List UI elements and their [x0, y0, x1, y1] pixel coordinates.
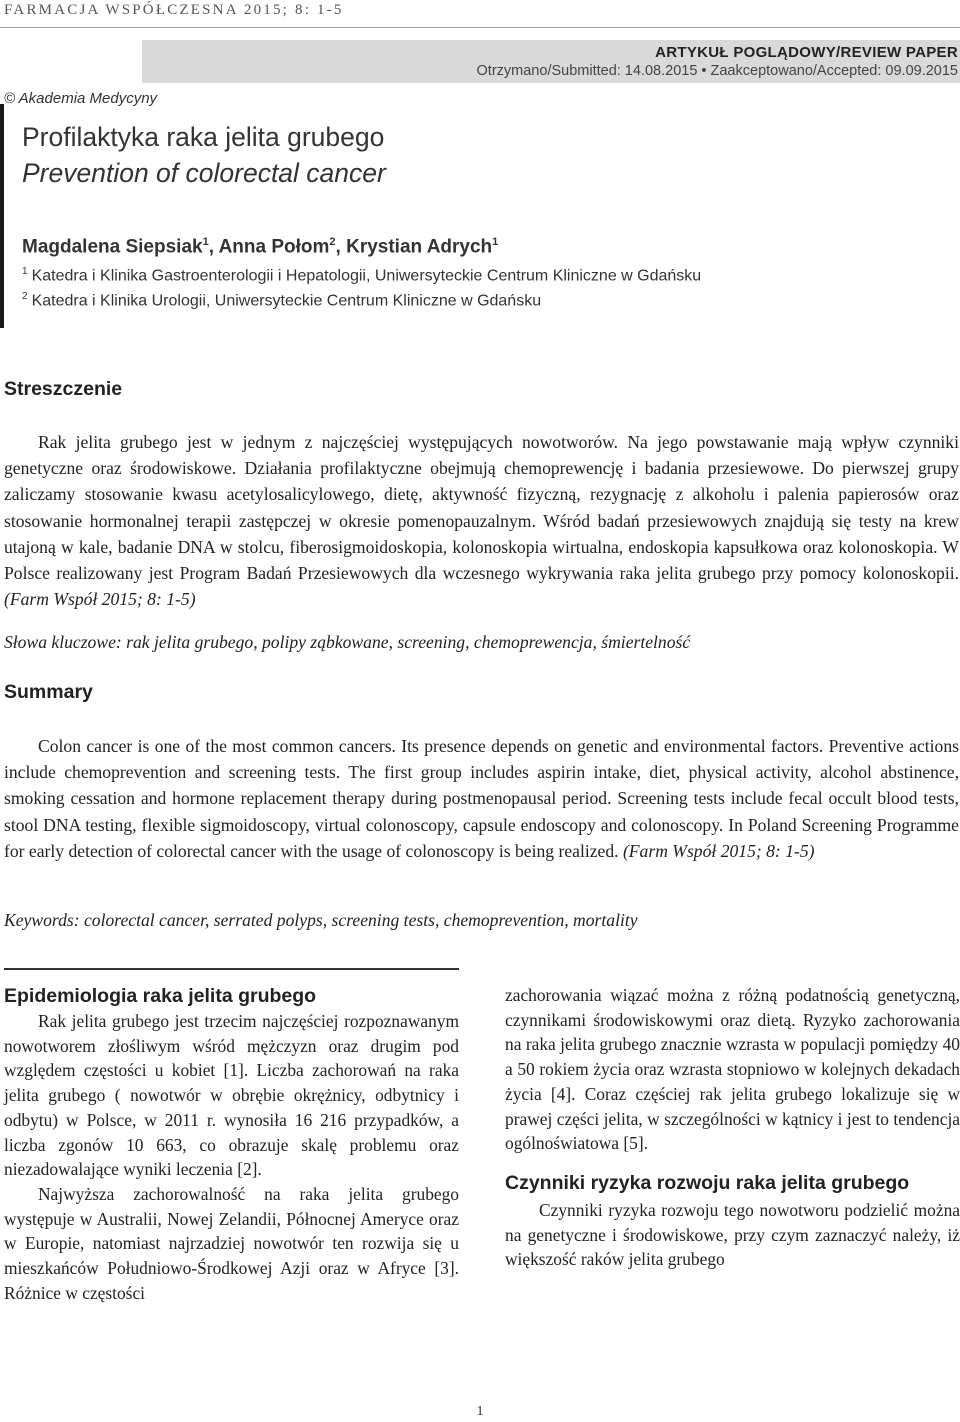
author-name: Krystian Adrych — [346, 236, 493, 258]
copyright-notice: © Akademia Medycyny — [4, 90, 158, 107]
affiliation — [22, 266, 701, 285]
title-polish: Profilaktyka raka jelita grubego — [22, 122, 385, 152]
body-column-left — [4, 983, 459, 1305]
submission-dates: Otrzymano/Submitted: 14.08.2015 • Zaakceptowano/Accepted: 09.09.2015 — [476, 63, 958, 79]
journal-issue: 2015; 8: 1-5 — [243, 2, 344, 18]
author-affiliation-mark: 1 — [492, 236, 499, 248]
author-list: Magdalena Siepsiak$^1$, Anna Połom$^2$, Krystian Adrych$^1$ — [22, 236, 499, 258]
section-heading-epidemiology: Epidemiologia raka jelita grubego — [4, 985, 317, 1007]
keywords-english: Keywords: colorectal cancer, serrated polyps, screening tests, chemoprevention, mortality — [4, 910, 638, 930]
body-paragraph: zachorowania wiązać można z różną podatnością genetyczną, czynnikami środowiskowymi oraz dietą. Ryzyko zachorowania na raka jelita grubego znacznie wzrasta w populacji pomiędzy 40 a 50 rokiem życia oraz wzrasta stopniowo w kolejnych dekadach życia [4]. Coraz częściej rak jelita grubego lokalizuje się w prawej części jelita, w szczególności w kątnicy i jest to tendencja ogólnoświatowa [5]. — [505, 985, 960, 1154]
author-name: Anna Połom — [218, 236, 330, 258]
section-heading-risk-factors: Czynniki ryzyka rozwoju raka jelita grubego — [505, 1171, 910, 1194]
body-paragraph: Czynniki ryzyka rozwoju tego nowotworu podzielić można na genetyczne i środowiskowe, przy czym zaznaczyć należy, iż większość raków jelita grubego — [505, 1199, 960, 1270]
abstract-heading-english: Summary — [4, 681, 93, 703]
journal-header — [4, 2, 344, 19]
author-affiliation-mark: 2 — [329, 236, 336, 248]
affiliation-number: 1 — [22, 266, 28, 277]
body-paragraph: Rak jelita grubego jest trzecim najczęściej rozpoznawanym nowotworem złośliwym wśród mężczyzn oraz drugim pod względem częstości u kobiet [1]. Liczba zachorowań na raka jelita grubego ( nowotwór w obrębie okrężnicy, odbytnicy i odbytu) w Polsce, w 2011 r. wynosiła 16 216 przypadków, a liczba zgonów 10 663, co obrazuje skalę problemu oraz niezadowalające wyniki leczenia [2]. — [4, 1011, 459, 1180]
abstract-english — [4, 733, 959, 864]
abstract-citation: (Farm Współ 2015; 8: 1-5) — [622, 840, 815, 861]
affiliation-text: Katedra i Klinika Gastroenterologii i Hepatologii, Uniwersyteckie Centrum Kliniczne w Gdańsku — [31, 267, 702, 285]
title-english: Prevention of colorectal cancer — [22, 158, 386, 188]
keywords-polish: Słowa kluczowe: rak jelita grubego, polipy ząbkowane, screening, chemoprewencja, śmiertelność — [4, 632, 691, 652]
article-type: ARTYKUŁ POGLĄDOWY/REVIEW PAPER — [655, 44, 958, 61]
author-affiliation-mark: 1 — [202, 236, 209, 248]
affiliation — [22, 291, 541, 310]
abstract-text: Colon cancer is one of the most common cancers. Its presence depends on genetic and environmental factors. Preventive actions include chemoprevention and screening tests. The first group includes aspirin intake, diet, physical activity, alcohol abstinence, smoking cessation and hormone replacement therapy during postmenopausal period. Screening tests include fecal occult blood tests, stool DNA testing, flexible sigmoidoscopy, virtual colonoscopy, capsule endoscopy and colonoscopy. In Poland Screening Programme for early detection of colorectal cancer with the usage of colonoscopy is being realized. — [4, 736, 959, 861]
abstract-citation: (Farm Współ 2015; 8: 1-5) — [4, 589, 196, 610]
abstract-text: Rak jelita grubego jest w jednym z najczęściej występujących nowotworów. Na jego powstawanie mają wpływ czynniki genetyczne oraz środowiskowe. Działania profilaktyczne obejmują chemoprewencję i badania przesiewowe. Do pierwszej grupy zaliczamy stosowanie kwasu acetylosalicylowego, dietę, aktywność fizyczną, rezygnację z alkoholu i palenia papierosów oraz stosowanie hormonalnej terapii zastępczej w okresie pomenopauzalnym. Wśród badań przesiewowych znajdują się testy na krew utajoną w kale, badanie DNA w stolcu, fiberosigmoidoskopia, kolonoskopia wirtualna, endoskopia kapsułkowa oraz kolonoskopia. W Polsce realizowany jest Program Badań Przesiewowych dla wczesnego wykrywania raka jelita grubego przy pomocy kolonoskopii. — [4, 432, 959, 584]
affiliation-text: Katedra i Klinika Urologii, Uniwersyteckie Centrum Kliniczne w Gdańsku — [31, 292, 542, 310]
page-number: 1 — [476, 1404, 484, 1419]
body-divider — [4, 968, 459, 970]
journal-name: FARMACJA WSPÓŁCZESNA — [4, 2, 238, 18]
abstract-polish — [4, 429, 959, 612]
author-name: Magdalena Siepsiak — [22, 236, 203, 258]
title-accent-bar — [0, 104, 4, 328]
header-divider — [0, 27, 960, 28]
affiliation-number: 2 — [22, 291, 28, 302]
abstract-heading-polish: Streszczenie — [4, 378, 123, 400]
body-paragraph: Najwyższa zachorowalność na raka jelita grubego występuje w Australii, Nowej Zelandii, Północnej Ameryce oraz w Europie, natomiast najrzadziej nowotwór ten rozwija się u mieszkańców Południowo-Środkowej Azji oraz w Afryce [3]. Różnice w częstości — [4, 1183, 459, 1303]
body-column-right — [505, 983, 960, 1272]
